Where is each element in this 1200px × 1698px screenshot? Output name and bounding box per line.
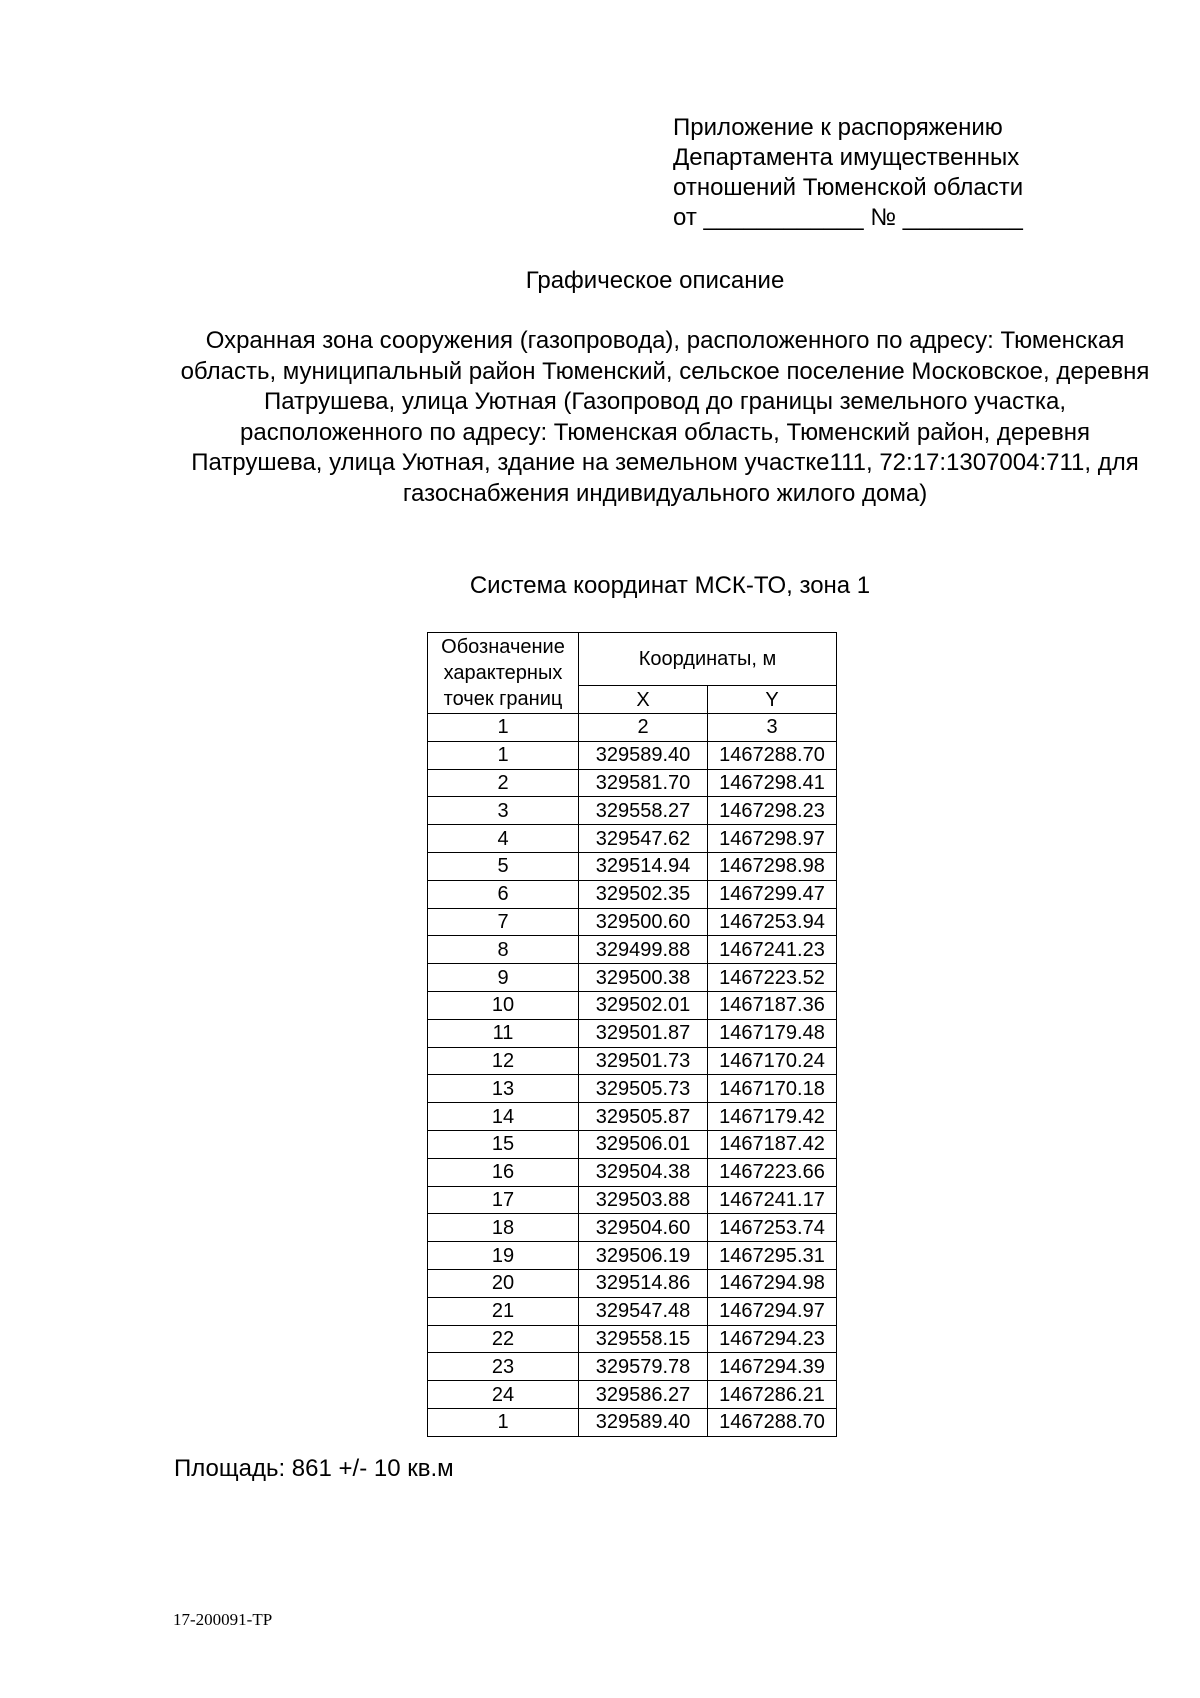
table-row — [428, 1130, 837, 1158]
table-column-numbers-row — [428, 714, 837, 742]
y-coordinate-cell: 1467187.42 — [708, 1130, 837, 1158]
x-coordinate-cell: 329500.38 — [579, 964, 708, 992]
y-coordinate-cell: 1467170.24 — [708, 1047, 837, 1075]
header-points: Обозначение характерных точек границ — [428, 633, 579, 714]
table-row — [428, 1047, 837, 1075]
y-coordinate-cell: 1467298.97 — [708, 825, 837, 853]
y-coordinate-cell: 1467223.66 — [708, 1158, 837, 1186]
x-coordinate-cell: 329558.15 — [579, 1325, 708, 1353]
x-coordinate-cell: 329502.01 — [579, 991, 708, 1019]
x-coordinate-cell: 329505.87 — [579, 1103, 708, 1131]
appendix-block — [673, 113, 1023, 233]
object-description: Охранная зона сооружения (газопровода), расположенного по адресу: Тюменская область, муниципальный район Тюменский, сельское поселение Московское, деревня Патрушева, улица Уютная (Газопровод до границы земельного участка, расположенного по адресу: Тюменская область, Тюменский район, деревня Патрушева, улица Уютная, здание на земельном участке111, 72:17:1307004:711, для газоснабжения индивидуального жилого дома) — [180, 327, 1150, 507]
table-row — [428, 936, 837, 964]
table-row — [428, 852, 837, 880]
table-header-row — [428, 633, 837, 686]
point-number-cell: 21 — [428, 1297, 579, 1325]
y-coordinate-cell: 1467294.98 — [708, 1269, 837, 1297]
x-coordinate-cell: 329579.78 — [579, 1353, 708, 1381]
table-row — [428, 825, 837, 853]
y-coordinate-cell: 1467299.47 — [708, 880, 837, 908]
point-number-cell: 1 — [428, 1408, 579, 1436]
point-number-cell: 2 — [428, 769, 579, 797]
y-coordinate-cell: 1467179.48 — [708, 1019, 837, 1047]
appendix-line-3: отношений Тюменской области — [673, 174, 1024, 201]
x-coordinate-cell: 329586.27 — [579, 1381, 708, 1409]
y-coordinate-cell: 1467253.74 — [708, 1214, 837, 1242]
table-row — [428, 1381, 837, 1409]
appendix-line-2: Департамента имущественных — [673, 144, 1020, 171]
y-coordinate-cell: 1467288.70 — [708, 741, 837, 769]
point-number-cell: 11 — [428, 1019, 579, 1047]
point-number-cell: 18 — [428, 1214, 579, 1242]
column-number-1: 1 — [428, 714, 579, 742]
table-row — [428, 1019, 837, 1047]
x-coordinate-cell: 329514.86 — [579, 1269, 708, 1297]
area-value: Площадь: 861 +/- 10 кв.м — [174, 1455, 454, 1482]
table-row — [428, 1353, 837, 1381]
x-coordinate-cell: 329589.40 — [579, 741, 708, 769]
point-number-cell: 9 — [428, 964, 579, 992]
table-row — [428, 1408, 837, 1436]
point-number-cell: 14 — [428, 1103, 579, 1131]
x-coordinate-cell: 329581.70 — [579, 769, 708, 797]
y-coordinate-cell: 1467241.17 — [708, 1186, 837, 1214]
point-number-cell: 3 — [428, 797, 579, 825]
document-title: Графическое описание — [525, 267, 785, 294]
y-coordinate-cell: 1467298.23 — [708, 797, 837, 825]
x-coordinate-cell: 329547.62 — [579, 825, 708, 853]
table-row — [428, 741, 837, 769]
y-coordinate-cell: 1467241.23 — [708, 936, 837, 964]
point-number-cell: 6 — [428, 880, 579, 908]
point-number-cell: 24 — [428, 1381, 579, 1409]
appendix-line-1: Приложение к распоряжению — [673, 114, 1003, 141]
table-row — [428, 797, 837, 825]
point-number-cell: 17 — [428, 1186, 579, 1214]
x-coordinate-cell: 329558.27 — [579, 797, 708, 825]
y-coordinate-cell: 1467288.70 — [708, 1408, 837, 1436]
y-coordinate-cell: 1467294.23 — [708, 1325, 837, 1353]
header-coordinates: Координаты, м — [579, 633, 837, 686]
table-row — [428, 1214, 837, 1242]
table-row — [428, 1269, 837, 1297]
table-row — [428, 908, 837, 936]
x-coordinate-cell: 329589.40 — [579, 1408, 708, 1436]
point-number-cell: 13 — [428, 1075, 579, 1103]
y-coordinate-cell: 1467170.18 — [708, 1075, 837, 1103]
y-coordinate-cell: 1467286.21 — [708, 1381, 837, 1409]
y-coordinate-cell: 1467223.52 — [708, 964, 837, 992]
x-coordinate-cell: 329504.38 — [579, 1158, 708, 1186]
x-coordinate-cell: 329547.48 — [579, 1297, 708, 1325]
point-number-cell: 5 — [428, 852, 579, 880]
table-row — [428, 1297, 837, 1325]
table-row — [428, 1186, 837, 1214]
x-coordinate-cell: 329501.87 — [579, 1019, 708, 1047]
coordinates-table — [427, 632, 837, 1437]
y-coordinate-cell: 1467294.97 — [708, 1297, 837, 1325]
point-number-cell: 23 — [428, 1353, 579, 1381]
point-number-cell: 7 — [428, 908, 579, 936]
x-coordinate-cell: 329514.94 — [579, 852, 708, 880]
x-coordinate-cell: 329506.01 — [579, 1130, 708, 1158]
y-coordinate-cell: 1467298.98 — [708, 852, 837, 880]
point-number-cell: 1 — [428, 741, 579, 769]
point-number-cell: 12 — [428, 1047, 579, 1075]
x-coordinate-cell: 329505.73 — [579, 1075, 708, 1103]
point-number-cell: 19 — [428, 1242, 579, 1270]
y-coordinate-cell: 1467295.31 — [708, 1242, 837, 1270]
table-row — [428, 1158, 837, 1186]
y-coordinate-cell: 1467187.36 — [708, 991, 837, 1019]
appendix-date-number-line: от ____________ № _________ — [673, 204, 1023, 231]
table-row — [428, 991, 837, 1019]
table-row — [428, 964, 837, 992]
table-row — [428, 1075, 837, 1103]
coordinate-system-caption: Система координат МСК-ТО, зона 1 — [469, 572, 871, 599]
header-y: Y — [708, 686, 837, 714]
point-number-cell: 16 — [428, 1158, 579, 1186]
point-number-cell: 22 — [428, 1325, 579, 1353]
x-coordinate-cell: 329499.88 — [579, 936, 708, 964]
table-row — [428, 1103, 837, 1131]
column-number-2: 2 — [579, 714, 708, 742]
header-x: X — [579, 686, 708, 714]
point-number-cell: 10 — [428, 991, 579, 1019]
document-code: 17-200091-ТР — [173, 1610, 273, 1629]
y-coordinate-cell: 1467294.39 — [708, 1353, 837, 1381]
x-coordinate-cell: 329503.88 — [579, 1186, 708, 1214]
x-coordinate-cell: 329506.19 — [579, 1242, 708, 1270]
x-coordinate-cell: 329500.60 — [579, 908, 708, 936]
point-number-cell: 15 — [428, 1130, 579, 1158]
column-number-3: 3 — [708, 714, 837, 742]
table-row — [428, 769, 837, 797]
point-number-cell: 8 — [428, 936, 579, 964]
x-coordinate-cell: 329502.35 — [579, 880, 708, 908]
point-number-cell: 4 — [428, 825, 579, 853]
table-row — [428, 1325, 837, 1353]
table-row — [428, 1242, 837, 1270]
y-coordinate-cell: 1467253.94 — [708, 908, 837, 936]
y-coordinate-cell: 1467298.41 — [708, 769, 837, 797]
y-coordinate-cell: 1467179.42 — [708, 1103, 837, 1131]
point-number-cell: 20 — [428, 1269, 579, 1297]
table-row — [428, 880, 837, 908]
x-coordinate-cell: 329501.73 — [579, 1047, 708, 1075]
x-coordinate-cell: 329504.60 — [579, 1214, 708, 1242]
